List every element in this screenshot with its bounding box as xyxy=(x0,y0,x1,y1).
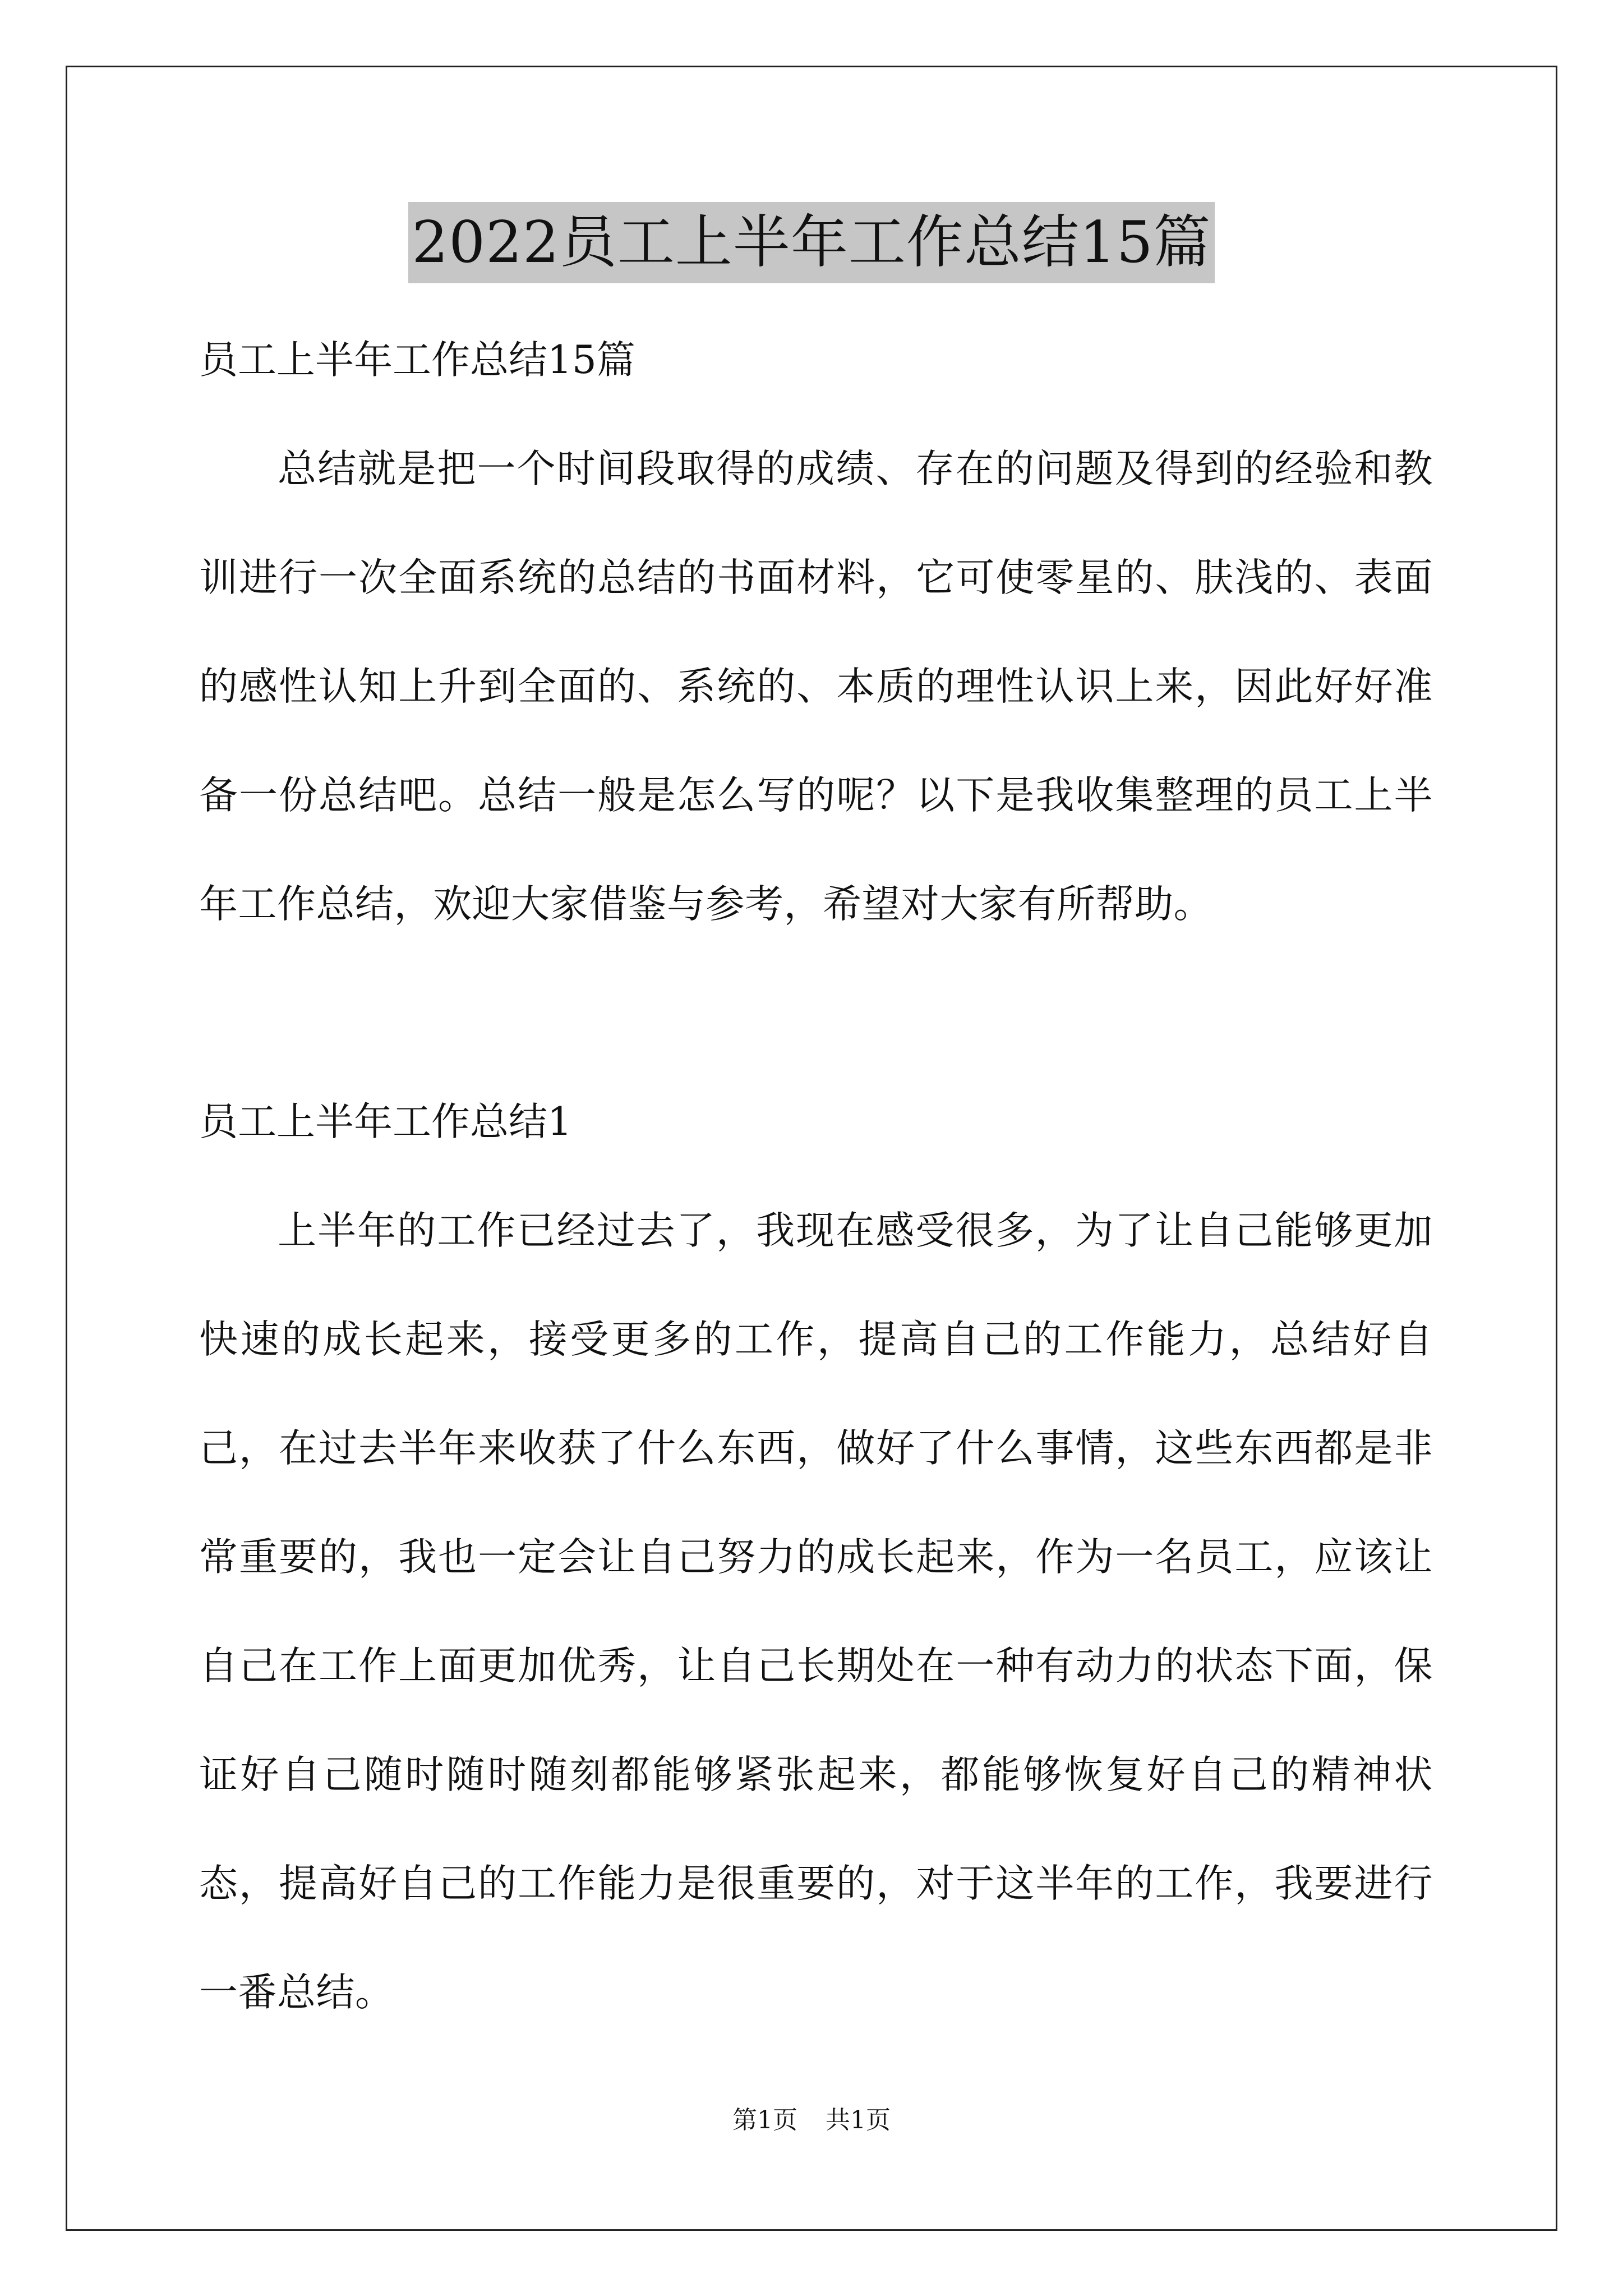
page-number: 第1页 xyxy=(732,2106,797,2134)
intro-paragraph: 总结就是把一个时间段取得的成绩、存在的问题及得到的经验和教训进行一次全面系统的总结的书面材料，它可使零星的、肤浅的、表面的感性认知上升到全面的、系统的、本质的理性认识上来，因此好好准备一份总结吧。总结一般是怎么写的呢？以下是我收集整理的员工上半年工作总结，欢迎大家借鉴与参考，希望对大家有所帮助。 xyxy=(199,447,1433,927)
section-paragraph: 上半年的工作已经过去了，我现在感受很多，为了让自己能够更加快速的成长起来，接受更多的工作，提高自己的工作能力，总结好自己，在过去半年来收获了什么东西，做好了什么事情，这些东西都是非常重要的，我也一定会让自己努力的成长起来，作为一名员工，应该让自己在工作上面更加优秀，让自己长期处在一种有动力的状态下面，保证好自己随时随时随刻都能够紧张起来，都能够恢复好自己的精神状态，提高好自己的工作能力是很重要的，对于这半年的工作，我要进行一番总结。 xyxy=(199,1208,1433,2015)
section-heading: 员工上半年工作总结1 xyxy=(199,1099,572,1144)
document-body xyxy=(199,306,1433,2047)
section-gap xyxy=(199,959,1433,1068)
document-title: 2022员工上半年工作总结15篇 xyxy=(408,202,1214,283)
title-container xyxy=(0,202,1623,283)
page-total: 共1页 xyxy=(826,2106,891,2134)
page-footer xyxy=(0,2104,1623,2137)
document-subtitle: 员工上半年工作总结15篇 xyxy=(199,338,635,383)
